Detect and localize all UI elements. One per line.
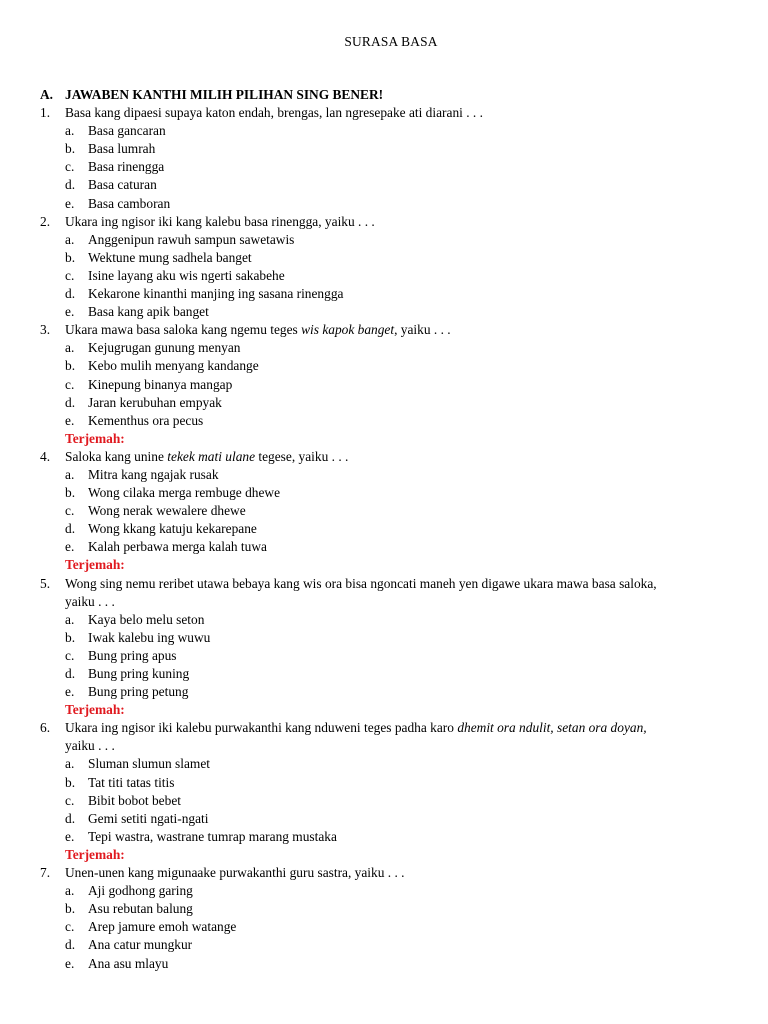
option-letter: c. [65, 792, 75, 808]
option-text: Wong nerak wewalere dhewe [88, 503, 246, 519]
translation-label: Terjemah: [65, 430, 125, 446]
option-letter: a. [65, 231, 75, 247]
option-letter: e. [65, 195, 75, 211]
option-letter: e. [65, 684, 75, 700]
option-text: Basa gancaran [88, 123, 166, 139]
option-letter: e. [65, 828, 75, 844]
answer-option [40, 140, 740, 158]
answer-option [40, 195, 740, 213]
option-text: Sluman slumun slamet [88, 756, 210, 772]
option-letter: b. [65, 485, 76, 501]
option-letter: c. [65, 159, 75, 175]
question-number: 6. [40, 720, 51, 736]
section-instruction: JAWABEN KANTHI MILIH PILIHAN SING BENER! [65, 87, 384, 102]
question-item [40, 448, 740, 466]
option-text: Basa lumrah [88, 141, 156, 157]
question-text-italic: dhemit ora ndulit, setan ora doyan, [457, 720, 647, 736]
question-text-italic: wis kapok banget [301, 322, 395, 338]
question-text [65, 104, 740, 122]
answer-option [40, 810, 740, 828]
question-text-continuation: yaiku . . . [65, 593, 115, 609]
question-text-main: Ukara mawa basa saloka kang ngemu teges [65, 322, 302, 338]
translation-label: Terjemah: [65, 846, 125, 862]
option-text: Kekarone kinanthi manjing ing sasana rinengga [88, 286, 344, 302]
answer-option [40, 538, 740, 556]
question-number: 7. [40, 865, 51, 881]
option-letter: b. [65, 629, 76, 645]
option-text: Kinepung binanya mangap [88, 376, 233, 392]
question-text-continuation: yaiku . . . [65, 738, 115, 754]
question-text-tail: , yaiku . . . [394, 322, 451, 338]
option-letter: a. [65, 611, 75, 627]
question-number: 3. [40, 322, 51, 338]
option-letter: a. [65, 123, 75, 139]
question-number: 1. [40, 105, 51, 121]
option-text: Kementhus ora pecus [88, 412, 204, 428]
answer-option [40, 339, 740, 357]
questions-container [40, 104, 740, 973]
question-text-main: Ukara ing ngisor iki kalebu purwakanthi kang nduweni teges padha karo [65, 720, 458, 736]
option-letter: b. [65, 249, 76, 265]
option-text: Basa camboran [88, 195, 171, 211]
answer-option [40, 285, 740, 303]
option-text: Mitra kang ngajak rusak [88, 466, 219, 482]
option-letter: c. [65, 919, 75, 935]
answer-option [40, 176, 740, 194]
option-text: Basa kang apik banget [88, 304, 209, 320]
option-letter: c. [65, 376, 75, 392]
answer-option [40, 665, 740, 683]
answer-option [40, 484, 740, 502]
answer-option [40, 647, 740, 665]
page-title: SURASA BASA [344, 34, 438, 49]
option-letter: a. [65, 340, 75, 356]
answer-option [40, 466, 740, 484]
option-letter: d. [65, 810, 76, 826]
option-letter: d. [65, 666, 76, 681]
question-item [40, 575, 740, 611]
question-item [40, 321, 740, 339]
answer-option [40, 828, 740, 846]
option-text: Ana catur mungkur [88, 937, 193, 953]
option-text: Wong kkang katuju kekarepane [88, 521, 257, 537]
question-text-main: Saloka kang unine [65, 448, 168, 464]
option-text: Ana asu mlayu [88, 955, 169, 971]
option-text: Bibit bobot bebet [88, 792, 181, 808]
question-text-italic: tekek mati ulane [167, 448, 256, 464]
section-label: A. [40, 87, 54, 102]
question-text-tail: tegese, yaiku . . . [255, 448, 349, 464]
option-text: Wong cilaka merga rembuge dhewe [88, 485, 281, 501]
option-text: Tepi wastra, wastrane tumrap marang mustaka [88, 828, 337, 844]
question-text [65, 575, 740, 611]
option-letter: b. [65, 358, 76, 374]
option-text: Kalah perbawa merga kalah tuwa [88, 539, 267, 555]
question-number: 5. [40, 575, 51, 591]
option-text: Anggenipun rawuh sampun sawetawis [88, 231, 295, 247]
answer-option [40, 122, 740, 140]
option-text: Bung pring petung [88, 684, 189, 700]
option-text: Bung pring kuning [88, 666, 190, 681]
option-text: Kebo mulih menyang kandange [88, 358, 259, 374]
option-text: Bung pring apus [88, 647, 177, 663]
answer-option [40, 249, 740, 267]
answer-option [40, 774, 740, 792]
question-number: 2. [40, 213, 51, 229]
question-item [40, 864, 740, 882]
answer-option [40, 755, 740, 773]
answer-option [40, 267, 740, 285]
question-text-main: Ukara ing ngisor iki kang kalebu basa rinengga, yaiku . . . [65, 213, 375, 229]
answer-option [40, 357, 740, 375]
question-text-main: Wong sing nemu reribet utawa bebaya kang wis ora bisa ngoncati maneh yen digawe ukara mawa basa saloka, [65, 575, 657, 591]
section-heading [40, 86, 740, 104]
answer-option [40, 520, 740, 538]
option-letter: d. [65, 521, 76, 537]
option-letter: c. [65, 647, 75, 663]
option-letter: a. [65, 883, 75, 899]
answer-option [40, 900, 740, 918]
option-letter: e. [65, 304, 75, 320]
option-text: Kaya belo melu seton [88, 611, 205, 627]
option-text: Gemi setiti ngati-ngati [88, 810, 209, 826]
option-text: Basa rinengga [88, 159, 165, 175]
question-number: 4. [40, 448, 51, 464]
question-item [40, 104, 740, 122]
answer-option [40, 918, 740, 936]
option-letter: c. [65, 503, 75, 519]
option-letter: c. [65, 267, 75, 283]
option-text: Tat titi tatas titis [88, 774, 175, 790]
option-letter: e. [65, 539, 75, 555]
option-text: Iwak kalebu ing wuwu [88, 629, 211, 645]
option-text: Isine layang aku wis ngerti sakabehe [88, 267, 285, 283]
option-text: Asu rebutan balung [88, 901, 193, 917]
translation-label: Terjemah: [65, 557, 125, 573]
option-text: Basa caturan [88, 177, 157, 193]
question-item [40, 213, 740, 231]
question-item [40, 719, 740, 755]
answer-option [40, 231, 740, 249]
answer-option [40, 158, 740, 176]
option-letter: b. [65, 774, 76, 790]
answer-option [40, 502, 740, 520]
answer-option [40, 394, 740, 412]
answer-option [40, 792, 740, 810]
question-text [65, 448, 740, 466]
answer-option [40, 412, 740, 430]
question-text [65, 864, 740, 882]
option-letter: b. [65, 141, 76, 157]
answer-option [40, 955, 740, 973]
option-letter: d. [65, 286, 76, 302]
option-letter: d. [65, 937, 76, 953]
option-letter: e. [65, 412, 75, 428]
question-text [65, 719, 740, 755]
option-text: Arep jamure emoh watange [88, 919, 237, 935]
answer-option [40, 936, 740, 954]
option-letter: e. [65, 955, 75, 971]
option-text: Aji godhong garing [88, 883, 193, 899]
answer-option [40, 611, 740, 629]
answer-option [40, 376, 740, 394]
answer-option [40, 882, 740, 900]
question-text-main: Unen-unen kang migunaake purwakanthi guru sastra, yaiku . . . [65, 865, 405, 881]
option-text: Kejugrugan gunung menyan [88, 340, 241, 356]
option-text: Jaran kerubuhan empyak [88, 394, 222, 410]
option-letter: a. [65, 756, 75, 772]
answer-option [40, 629, 740, 647]
option-letter: d. [65, 177, 76, 193]
option-letter: a. [65, 466, 75, 482]
option-text: Wektune mung sadhela banget [88, 249, 252, 265]
answer-option [40, 303, 740, 321]
option-letter: d. [65, 394, 76, 410]
option-letter: b. [65, 901, 76, 917]
question-text [65, 213, 740, 231]
question-list [40, 86, 740, 973]
answer-option [40, 683, 740, 701]
question-text-main: Basa kang dipaesi supaya katon endah, brengas, lan ngresepake ati diarani . . . [65, 105, 483, 121]
translation-label: Terjemah: [65, 702, 125, 718]
question-text [65, 321, 740, 339]
